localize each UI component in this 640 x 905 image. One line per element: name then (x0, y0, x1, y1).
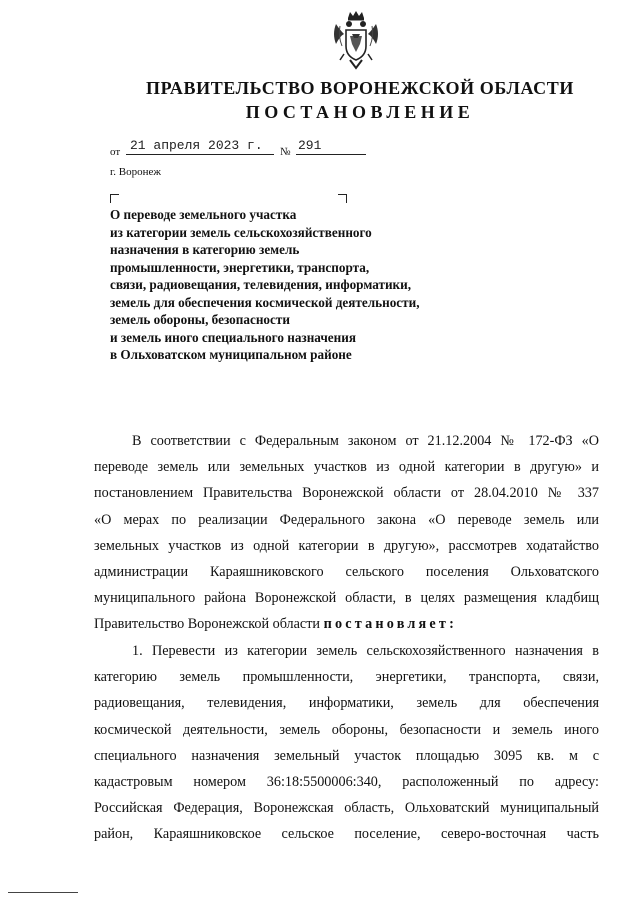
preamble-paragraph (94, 428, 599, 638)
subject-bracket-right (338, 194, 347, 203)
subject-line: промышленности, энергетики, транспорта, (110, 259, 370, 275)
subject-line: назначения в категорию земель (110, 242, 300, 257)
coat-of-arms-icon (330, 10, 382, 72)
date-underline (126, 154, 274, 155)
subject-line: из категории земель сельскохозяйственного (110, 224, 372, 240)
body-line: категорию земель промышленности, энергетики, транспорта, связи, (94, 669, 599, 686)
footer-rule (8, 892, 78, 893)
body-line: район, Караяшниковское сельское поселение, северо-восточная часть (94, 826, 599, 843)
body-line: постановлением Правительства Воронежской области от 28.04.2010 № 337 (94, 485, 599, 502)
document-type: ПОСТАНОВЛЕНИЕ (245, 102, 475, 122)
body-line: кадастровым номером 36:18:5500006:340, расположенный по адресу: (94, 773, 599, 790)
number-label: № (280, 146, 291, 158)
body-line: Российская Федерация, Воронежская область, Ольховатский муниципальный (94, 800, 599, 817)
body-line: переводе земель или земельных участков из одной категории в другую» и (94, 459, 599, 476)
body-line: 1. Перевести из категории земель сельскохозяйственного назначения в (132, 643, 599, 659)
body-line: «О мерах по реализации Федерального закона «О переводе земель или (94, 511, 599, 528)
subject-line: в Ольховатском муниципальном районе (110, 347, 352, 362)
subject-line: О переводе земельного участка (110, 207, 297, 222)
subject-line: и земель иного специального назначения (110, 329, 356, 345)
preamble-subject: Правительство Воронежской области (94, 616, 321, 633)
city-name: г. Воронеж (110, 166, 161, 178)
government-title: ПРАВИТЕЛЬСТВО ВОРОНЕЖСКОЙ ОБЛАСТИ (146, 78, 574, 98)
body-line: специального назначения земельный участок площадью 3095 кв. м с (94, 747, 599, 764)
date-prefix-label: от (110, 146, 121, 158)
document-number: 291 (298, 138, 322, 153)
document-date: 21 апреля 2023 г. (130, 138, 263, 153)
subject-line: земель для обеспечения космической деятельности, (110, 294, 420, 310)
item-1-paragraph (94, 638, 599, 848)
document-subject (110, 206, 490, 364)
body-line: земельных участков из одной категории в другую», рассмотрев ходатайство (94, 537, 599, 554)
body-line: администрации Караяшниковского сельского поселения Ольховатского (94, 563, 599, 580)
subject-line: земель обороны, безопасности (110, 312, 290, 327)
body-line: В соответствии с Федеральным законом от 21.12.2004 № 172-ФЗ «О (132, 433, 599, 449)
body-line: радиовещания, телевидения, информатики, земель для обеспечения (94, 695, 599, 712)
subject-bracket-left (110, 194, 119, 203)
body-line: космической деятельности, земель обороны, безопасности и земель иного (94, 721, 599, 738)
body-line (94, 611, 599, 637)
number-underline (296, 154, 366, 155)
decree-verb: постановляет: (323, 616, 457, 633)
subject-line: связи, радиовещания, телевидения, информатики, (110, 277, 412, 292)
body-line: муниципального района Воронежской области, в целях размещения кладбищ (94, 590, 599, 607)
